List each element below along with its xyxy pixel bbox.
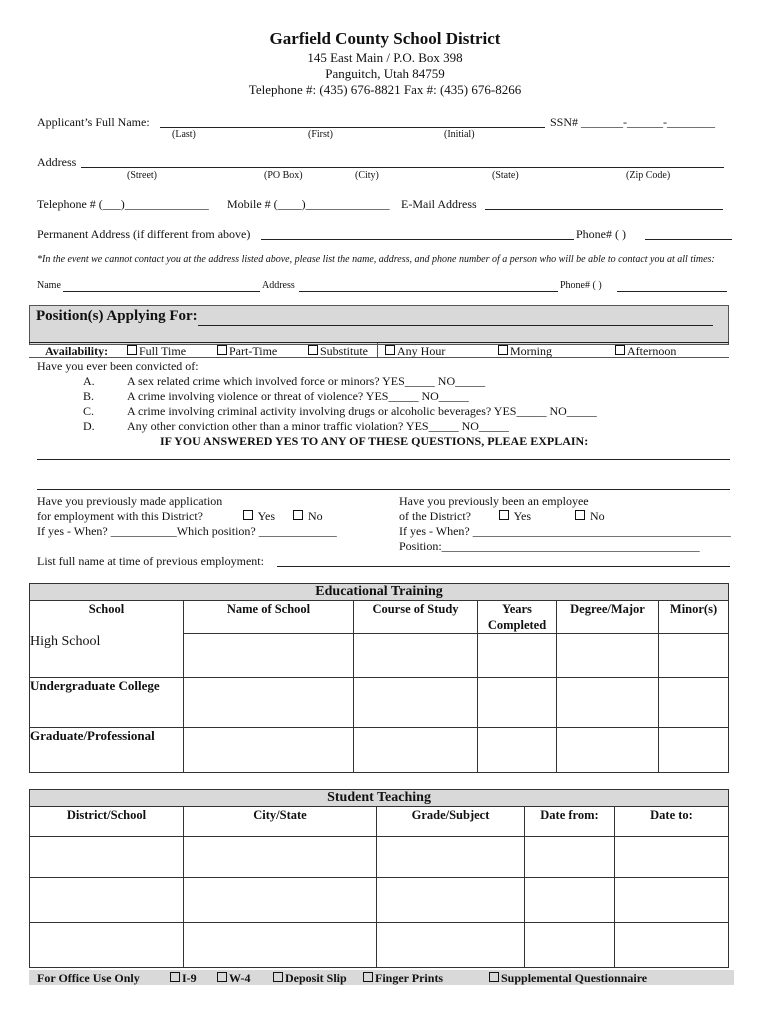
- st-header-date-from: Date from:: [525, 807, 615, 837]
- avail-morning[interactable]: [498, 344, 552, 359]
- student-teaching-table: [29, 789, 729, 968]
- edu-header-course: Course of Study: [354, 601, 478, 634]
- office-deposit-slip[interactable]: [273, 971, 347, 986]
- st-cell[interactable]: [525, 923, 615, 968]
- table-row: [30, 923, 729, 968]
- table-row: [30, 728, 729, 773]
- sub-initial: (Initial): [444, 129, 475, 140]
- contact-phone-field[interactable]: [617, 291, 727, 292]
- edu-cell[interactable]: [557, 728, 659, 773]
- permanent-address-field[interactable]: [261, 239, 574, 240]
- conviction-c-text[interactable]: A crime involving criminal activity involving drugs or alcoholic beverages? YES_____ NO_____: [127, 404, 597, 418]
- prev-emp-question-2: of the District?: [399, 509, 471, 523]
- contact-address-label: Address: [262, 280, 295, 291]
- avail-full-time-label: Full Time: [139, 344, 187, 358]
- st-cell[interactable]: [30, 837, 184, 878]
- availability-divider: [377, 343, 378, 357]
- checkbox-icon[interactable]: [217, 345, 227, 355]
- sub-zip: (Zip Code): [626, 170, 671, 181]
- conviction-a-letter: A.: [83, 374, 95, 388]
- office-use-label: For Office Use Only: [37, 971, 140, 985]
- checkbox-icon[interactable]: [575, 510, 585, 520]
- prev-full-name-field[interactable]: [277, 566, 730, 567]
- edu-header-minor: Minor(s): [659, 601, 729, 634]
- prev-emp-yes-label: Yes: [513, 509, 532, 523]
- st-cell[interactable]: [525, 878, 615, 923]
- email-field[interactable]: [485, 209, 723, 210]
- conviction-d-text[interactable]: Any other conviction other than a minor traffic violation? YES_____ NO_____: [127, 419, 509, 433]
- office-supplemental[interactable]: [489, 971, 647, 986]
- checkbox-icon[interactable]: [127, 345, 137, 355]
- education-title: Educational Training: [30, 584, 729, 601]
- prev-app-no-label: No: [308, 509, 323, 523]
- edu-cell[interactable]: [659, 678, 729, 728]
- st-header-city: City/State: [184, 807, 377, 837]
- checkbox-icon[interactable]: [489, 972, 499, 982]
- office-finger-label: Finger Prints: [375, 971, 444, 985]
- edu-cell[interactable]: [478, 678, 557, 728]
- prev-emp-no-label: No: [590, 509, 605, 523]
- st-cell[interactable]: [30, 923, 184, 968]
- checkbox-icon[interactable]: [243, 510, 253, 520]
- avail-part-time[interactable]: [217, 344, 277, 359]
- st-cell[interactable]: [377, 923, 525, 968]
- edu-header-school: School: [30, 601, 184, 634]
- avail-any-hour[interactable]: [385, 344, 445, 359]
- edu-cell[interactable]: [184, 678, 354, 728]
- prev-app-no[interactable]: [293, 509, 323, 524]
- office-deposit-label: Deposit Slip: [285, 971, 347, 985]
- contact-note: *In the event we cannot contact you at the address listed above, please list the name, address, and phone number of a person who will be able to contact you at all times:: [37, 254, 715, 265]
- st-header-grade: Grade/Subject: [377, 807, 525, 837]
- student-teaching-title: Student Teaching: [30, 790, 729, 807]
- avail-afternoon[interactable]: [615, 344, 676, 359]
- telephone-field[interactable]: Telephone # (___)______________: [37, 197, 209, 211]
- permanent-address-label: Permanent Address (if different from above): [37, 227, 251, 241]
- st-cell[interactable]: [184, 837, 377, 878]
- edu-row-graduate: Graduate/Professional: [30, 728, 184, 773]
- table-row: [30, 678, 729, 728]
- explain-line-1[interactable]: [37, 459, 730, 460]
- st-cell[interactable]: [184, 923, 377, 968]
- permanent-phone-field[interactable]: [645, 239, 732, 240]
- checkbox-icon[interactable]: [170, 972, 180, 982]
- email-label: E-Mail Address: [401, 197, 477, 211]
- st-cell[interactable]: [30, 878, 184, 923]
- prev-app-question: Have you previously made application: [37, 494, 223, 508]
- st-header-date-to: Date to:: [615, 807, 729, 837]
- contact-name-label: Name: [37, 280, 61, 291]
- checkbox-icon[interactable]: [273, 972, 283, 982]
- office-supplemental-label: Supplemental Questionnaire: [501, 971, 648, 985]
- st-cell[interactable]: [184, 878, 377, 923]
- edu-cell[interactable]: [659, 728, 729, 773]
- checkbox-icon[interactable]: [385, 345, 395, 355]
- sub-first: (First): [308, 129, 333, 140]
- explain-line-2[interactable]: [37, 489, 730, 490]
- position-field[interactable]: [198, 325, 713, 326]
- office-i9[interactable]: [170, 971, 197, 986]
- prev-emp-position-field[interactable]: Position:___________________________________________: [399, 539, 700, 553]
- checkbox-icon[interactable]: [499, 510, 509, 520]
- edu-header-years: Years Completed: [478, 601, 557, 634]
- availability-label: Availability:: [45, 344, 109, 358]
- st-cell[interactable]: [615, 923, 729, 968]
- district-city: Panguitch, Utah 84759: [325, 66, 445, 81]
- permanent-phone-label: Phone# ( ): [576, 227, 626, 241]
- checkbox-icon[interactable]: [498, 345, 508, 355]
- table-row: [30, 837, 729, 878]
- ssn-field[interactable]: SSN# _______-______-________: [550, 115, 716, 129]
- office-w4-label: W-4: [229, 971, 251, 985]
- mobile-field[interactable]: Mobile # (____)______________: [227, 197, 390, 211]
- prev-emp-when-field[interactable]: If yes - When? ___________________________________________: [399, 524, 731, 538]
- avail-substitute-label: Substitute: [320, 344, 369, 358]
- edu-cell[interactable]: [659, 634, 729, 678]
- prev-app-yes[interactable]: [243, 509, 275, 524]
- edu-cell[interactable]: [354, 634, 478, 678]
- applicant-name-field[interactable]: [160, 127, 545, 128]
- conviction-c-letter: C.: [83, 404, 95, 418]
- edu-cell[interactable]: [478, 634, 557, 678]
- checkbox-icon[interactable]: [217, 972, 227, 982]
- st-cell[interactable]: [615, 878, 729, 923]
- sub-state: (State): [492, 170, 519, 181]
- prev-app-when-field[interactable]: If yes - When? ___________Which position? _____________: [37, 524, 337, 538]
- avail-substitute[interactable]: [308, 344, 368, 359]
- sub-street: (Street): [127, 170, 157, 181]
- edu-header-degree: Degree/Major: [557, 601, 659, 634]
- office-w4[interactable]: [217, 971, 251, 986]
- sub-city: (City): [355, 170, 379, 181]
- st-cell[interactable]: [525, 837, 615, 878]
- edu-row-undergrad: Undergraduate College: [30, 678, 184, 728]
- prev-emp-question: Have you previously been an employee: [399, 494, 589, 508]
- conviction-question: Have you ever been convicted of:: [37, 359, 199, 373]
- st-cell[interactable]: [377, 878, 525, 923]
- table-row: [30, 634, 729, 678]
- position-heading: Position(s) Applying For:: [36, 308, 198, 324]
- applicant-name-label: Applicant’s Full Name:: [37, 115, 150, 129]
- contact-phone-label: Phone# ( ): [560, 280, 602, 291]
- contact-name-field[interactable]: [63, 291, 260, 292]
- prev-full-name-label: List full name at time of previous employment:: [37, 554, 264, 568]
- edu-header-name: Name of School: [184, 601, 354, 634]
- conviction-b-text[interactable]: A crime involving violence or threat of violence? YES_____ NO_____: [127, 389, 469, 403]
- prev-app-yes-label: Yes: [257, 509, 276, 523]
- address-label: Address: [37, 155, 77, 169]
- st-header-district: District/School: [30, 807, 184, 837]
- conviction-explain-heading: IF YOU ANSWERED YES TO ANY OF THESE QUESTIONS, PLEAE EXPLAIN:: [160, 434, 589, 448]
- district-phone-fax: Telephone #: (435) 676-8821 Fax #: (435) 676-8266: [248, 82, 522, 97]
- prev-emp-yes[interactable]: [499, 509, 531, 524]
- checkbox-icon[interactable]: [308, 345, 318, 355]
- st-cell[interactable]: [377, 837, 525, 878]
- avail-any-hour-label: Any Hour: [397, 344, 446, 358]
- edu-cell[interactable]: [557, 634, 659, 678]
- checkbox-icon[interactable]: [293, 510, 303, 520]
- office-finger-prints[interactable]: [363, 971, 443, 986]
- edu-row-high-school: High School: [30, 634, 184, 678]
- checkbox-icon[interactable]: [363, 972, 373, 982]
- prev-app-question-2: for employment with this District?: [37, 509, 203, 523]
- edu-cell[interactable]: [354, 728, 478, 773]
- contact-address-field[interactable]: [299, 291, 558, 292]
- conviction-d-letter: D.: [83, 419, 95, 433]
- prev-emp-no[interactable]: [575, 509, 605, 524]
- district-address: 145 East Main / P.O. Box 398: [307, 50, 463, 65]
- edu-cell[interactable]: [354, 678, 478, 728]
- table-row: [30, 878, 729, 923]
- edu-cell[interactable]: [184, 634, 354, 678]
- avail-afternoon-label: Afternoon: [627, 344, 677, 358]
- edu-cell[interactable]: [184, 728, 354, 773]
- sub-pobox: (PO Box): [264, 170, 303, 181]
- conviction-a-text[interactable]: A sex related crime which involved force or minors? YES_____ NO_____: [127, 374, 486, 388]
- education-table: [29, 583, 729, 773]
- avail-morning-label: Morning: [510, 344, 552, 358]
- edu-cell[interactable]: [557, 678, 659, 728]
- conviction-b-letter: B.: [83, 389, 95, 403]
- st-cell[interactable]: [615, 837, 729, 878]
- edu-cell[interactable]: [478, 728, 557, 773]
- avail-part-time-label: Part-Time: [229, 344, 278, 358]
- avail-full-time[interactable]: [127, 344, 186, 359]
- sub-last: (Last): [172, 129, 196, 140]
- district-title: Garfield County School District: [269, 29, 501, 48]
- office-i9-label: I-9: [182, 971, 197, 985]
- checkbox-icon[interactable]: [615, 345, 625, 355]
- address-field[interactable]: [81, 167, 724, 168]
